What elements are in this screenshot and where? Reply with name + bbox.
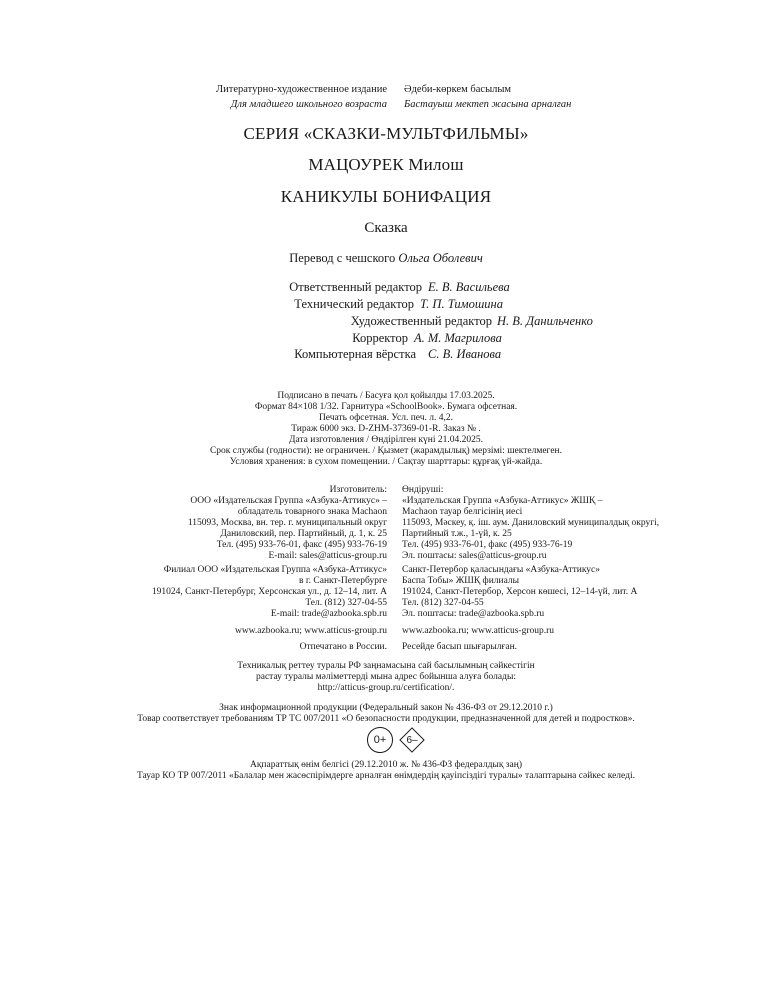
website-links[interactable]: www.azbooka.ru; www.atticus-group.ru xyxy=(234,626,387,636)
credit-role: Художественный редактор xyxy=(350,314,492,328)
manufacturer-email[interactable]: E-mail: sales@atticus-group.ru xyxy=(268,551,387,561)
certification-line: растау туралы мәліметтерді мына адрес бойынша алуға болады: xyxy=(256,672,516,682)
website-links-kz[interactable]: www.azbooka.ru; www.atticus-group.ru xyxy=(402,626,555,636)
credit-role: Корректор xyxy=(352,331,408,345)
kz-compliance: Тауар КО ТР 007/2011 «Балалар мен жасөспірімдерге арналған өнімдердің қауіпсіздігі туралы» талаптарына сәйкес келеді. xyxy=(136,771,635,781)
credit-role: Компьютерная вёрстка xyxy=(294,347,416,361)
branch-line: Филиал ООО «Издательская Группа «Азбука-Аттикус» xyxy=(163,565,387,575)
translator-name: Ольга Оболевич xyxy=(398,251,483,265)
manufacturer-line: Даниловский, пер. Партийный, д. 1, к. 25 xyxy=(220,529,387,539)
print-info-line: Срок службы (годности): не ограничен. / Қызмет (жарамдылық) мерзімі: шектелмеген. xyxy=(209,446,563,456)
manufacturer-line: «Издательская Группа «Азбука-Аттикус» ЖШҚ – xyxy=(402,496,603,506)
print-info-line: Дата изготовления / Өндірілген күні 21.04.2025. xyxy=(288,435,484,445)
printed-in: Отпечатано в России. xyxy=(299,642,387,652)
branch-line: Тел. (812) 327-04-55 xyxy=(402,598,484,608)
credit-name: Н. В. Данильченко xyxy=(497,314,593,328)
branch-line: Баспа Тобы» ЖШҚ филиалы xyxy=(402,576,520,586)
print-info-line: Формат 84×108 1/32. Гарнитура «SchoolBook». Бумага офсетная. xyxy=(254,402,518,412)
series-title: СЕРИЯ «СКАЗКИ-МУЛЬТФИЛЬМЫ» xyxy=(243,124,529,143)
branch-line: в г. Санкт-Петербурге xyxy=(298,576,387,586)
translation-label: Перевод с чешского xyxy=(289,251,396,265)
book-title: КАНИКУЛЫ БОНИФАЦИЯ xyxy=(280,187,492,206)
info-sign-compliance: Товар соответствует требованиям ТР ТС 007/2011 «О безопасности продукции, предназначенной для детей и подростков». xyxy=(137,714,635,724)
branch-line: Тел. (812) 327-04-55 xyxy=(305,598,387,608)
age-rating-badge: 0+ xyxy=(367,727,393,753)
print-info-line: Тираж 6000 экз. D-ZHM-37369-01-R. Заказ № . xyxy=(291,424,481,434)
credit-name: Е. В. Васильева xyxy=(428,280,510,294)
author-name: МАЦОУРЕК Милош xyxy=(308,155,464,174)
branch-line: Санкт-Петербор қаласындағы «Азбука-Аттикус» xyxy=(402,565,601,575)
branch-line: 191024, Санкт-Петербор, Херсон көшесі, 12–14-үй, лит. А xyxy=(402,587,638,597)
info-sign-law: Знак информационной продукции (Федеральный закон № 436-ФЗ от 29.12.2010 г.) xyxy=(219,703,553,713)
credit-name: А. М. Магрилова xyxy=(414,331,502,345)
genre: Сказка xyxy=(364,220,408,236)
manufacturer-line: Тел. (495) 933-76-01, факс (495) 933-76-19 xyxy=(402,540,573,550)
branch-email[interactable]: E-mail: trade@azbooka.spb.ru xyxy=(270,609,387,619)
manufacturer-line: 115093, Мәскеу, қ. іш. аум. Даниловский муниципалдық округі, xyxy=(402,518,660,528)
manufacturer-line: 115093, Москва, вн. тер. г. муниципальный округ xyxy=(187,518,387,528)
branch-email[interactable]: Эл. поштасы: trade@azbooka.spb.ru xyxy=(402,609,545,619)
edition-type: Литературно-художественное издание xyxy=(216,84,387,95)
branch-line: 191024, Санкт-Петербург, Херсонская ул., д. 12–14, лит. А xyxy=(151,587,387,597)
manufacturer-line: Өндіруші: xyxy=(402,485,444,495)
kz-info-sign: Ақпараттық өнім белгісі (29.12.2010 ж. № 436-ФЗ федералдық заң) xyxy=(249,760,523,770)
manufacturer-line: Тел. (495) 933-76-01, факс (495) 933-76-19 xyxy=(216,540,387,550)
manufacturer-line: Machaon тауар белгісінің иесі xyxy=(402,507,523,517)
credit-name: Т. П. Тимошина xyxy=(420,297,503,311)
credit-role: Ответственный редактор xyxy=(289,280,422,294)
manufacturer-line: Изготовитель: xyxy=(329,485,387,495)
manufacturer-line: обладатель товарного знака Machaon xyxy=(237,507,387,517)
translation-line xyxy=(0,251,772,266)
printed-in-kz: Ресейде басып шығарылған. xyxy=(402,642,518,652)
edition-type-kz: Әдеби-көркем басылым xyxy=(404,84,512,95)
manufacturer-line: Партийный т.ж., 1-үй, к. 25 xyxy=(402,529,512,539)
print-info-line: Подписано в печать / Басуға қол қойылды 17.03.2025. xyxy=(277,391,495,401)
certification-line: Техникалық реттеу туралы РФ заңнамасына сай басылымның сәйкестігін xyxy=(237,661,535,671)
credit-name: С. В. Иванова xyxy=(428,347,502,361)
print-info-line: Условия хранения: в сухом помещении. / Сақтау шарттары: құрғақ үй-жайда. xyxy=(229,457,543,467)
manufacturer-line: ООО «Издательская Группа «Азбука-Аттикус» – xyxy=(190,496,387,506)
certification-link[interactable]: http://atticus-group.ru/certification/. xyxy=(317,683,455,693)
kz-age-rating-text: 6– xyxy=(406,734,418,746)
age-group-kz: Бастауыш мектеп жасына арналған xyxy=(404,99,572,110)
manufacturer-email[interactable]: Эл. поштасы: sales@atticus-group.ru xyxy=(402,551,547,561)
age-group: Для младшего школьного возраста xyxy=(230,99,387,110)
kz-age-rating-badge xyxy=(399,727,425,753)
credit-role: Технический редактор xyxy=(294,297,414,311)
print-info-line: Печать офсетная. Усл. печ. л. 4,2. xyxy=(318,413,454,423)
